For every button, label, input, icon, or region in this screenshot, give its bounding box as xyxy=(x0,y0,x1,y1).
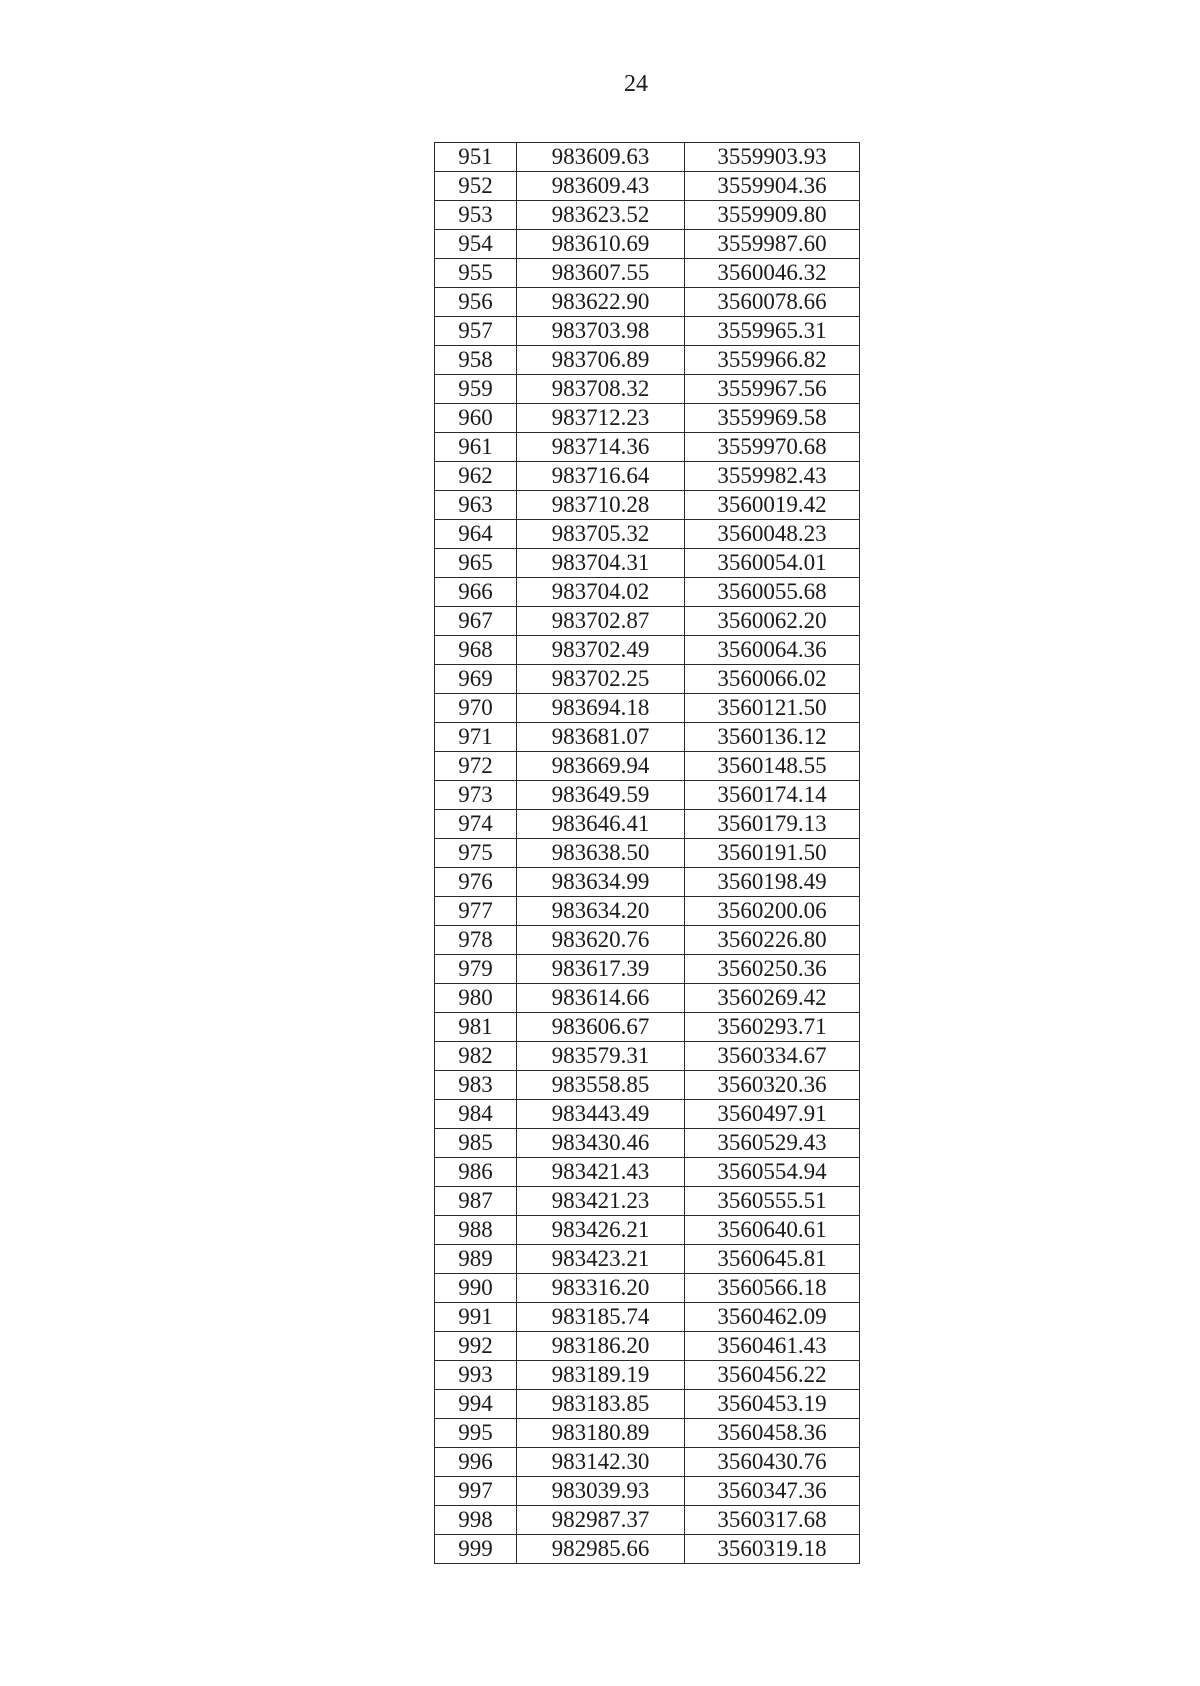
point-number-cell: 992 xyxy=(435,1332,517,1361)
point-number-cell: 955 xyxy=(435,259,517,288)
table-row xyxy=(435,404,860,433)
y-coordinate-cell: 3560048.23 xyxy=(685,520,860,549)
y-coordinate-cell: 3560136.12 xyxy=(685,723,860,752)
point-number-cell: 987 xyxy=(435,1187,517,1216)
y-coordinate-cell: 3560334.67 xyxy=(685,1042,860,1071)
table-row xyxy=(435,810,860,839)
table-row xyxy=(435,1187,860,1216)
y-coordinate-cell: 3559966.82 xyxy=(685,346,860,375)
point-number-cell: 988 xyxy=(435,1216,517,1245)
y-coordinate-cell: 3560554.94 xyxy=(685,1158,860,1187)
coordinates-table-body xyxy=(435,143,860,1564)
point-number-cell: 989 xyxy=(435,1245,517,1274)
point-number-cell: 961 xyxy=(435,433,517,462)
table-row xyxy=(435,1303,860,1332)
x-coordinate-cell: 983423.21 xyxy=(517,1245,685,1274)
y-coordinate-cell: 3560174.14 xyxy=(685,781,860,810)
point-number-cell: 976 xyxy=(435,868,517,897)
x-coordinate-cell: 983579.31 xyxy=(517,1042,685,1071)
point-number-cell: 978 xyxy=(435,926,517,955)
x-coordinate-cell: 983703.98 xyxy=(517,317,685,346)
table-row xyxy=(435,636,860,665)
table-row xyxy=(435,1245,860,1274)
point-number-cell: 998 xyxy=(435,1506,517,1535)
table-row xyxy=(435,1390,860,1419)
point-number-cell: 952 xyxy=(435,172,517,201)
x-coordinate-cell: 983606.67 xyxy=(517,1013,685,1042)
table-row xyxy=(435,288,860,317)
table-row xyxy=(435,1216,860,1245)
y-coordinate-cell: 3560226.80 xyxy=(685,926,860,955)
table-row xyxy=(435,1477,860,1506)
y-coordinate-cell: 3560019.42 xyxy=(685,491,860,520)
point-number-cell: 983 xyxy=(435,1071,517,1100)
point-number-cell: 959 xyxy=(435,375,517,404)
x-coordinate-cell: 982987.37 xyxy=(517,1506,685,1535)
y-coordinate-cell: 3560179.13 xyxy=(685,810,860,839)
x-coordinate-cell: 983609.63 xyxy=(517,143,685,172)
x-coordinate-cell: 983681.07 xyxy=(517,723,685,752)
x-coordinate-cell: 982985.66 xyxy=(517,1535,685,1564)
point-number-cell: 965 xyxy=(435,549,517,578)
y-coordinate-cell: 3560497.91 xyxy=(685,1100,860,1129)
table-row xyxy=(435,1361,860,1390)
page-number: 24 xyxy=(624,71,648,97)
x-coordinate-cell: 983186.20 xyxy=(517,1332,685,1361)
table-row xyxy=(435,1129,860,1158)
point-number-cell: 951 xyxy=(435,143,517,172)
table-row xyxy=(435,984,860,1013)
point-number-cell: 958 xyxy=(435,346,517,375)
point-number-cell: 980 xyxy=(435,984,517,1013)
point-number-cell: 979 xyxy=(435,955,517,984)
y-coordinate-cell: 3560062.20 xyxy=(685,607,860,636)
x-coordinate-cell: 983714.36 xyxy=(517,433,685,462)
point-number-cell: 986 xyxy=(435,1158,517,1187)
x-coordinate-cell: 983614.66 xyxy=(517,984,685,1013)
point-number-cell: 990 xyxy=(435,1274,517,1303)
point-number-cell: 975 xyxy=(435,839,517,868)
x-coordinate-cell: 983610.69 xyxy=(517,230,685,259)
y-coordinate-cell: 3560046.32 xyxy=(685,259,860,288)
x-coordinate-cell: 983702.87 xyxy=(517,607,685,636)
point-number-cell: 982 xyxy=(435,1042,517,1071)
y-coordinate-cell: 3560453.19 xyxy=(685,1390,860,1419)
x-coordinate-cell: 983706.89 xyxy=(517,346,685,375)
point-number-cell: 999 xyxy=(435,1535,517,1564)
point-number-cell: 954 xyxy=(435,230,517,259)
x-coordinate-cell: 983607.55 xyxy=(517,259,685,288)
y-coordinate-cell: 3560054.01 xyxy=(685,549,860,578)
point-number-cell: 957 xyxy=(435,317,517,346)
point-number-cell: 973 xyxy=(435,781,517,810)
table-row xyxy=(435,578,860,607)
table-row xyxy=(435,752,860,781)
x-coordinate-cell: 983646.41 xyxy=(517,810,685,839)
table-row xyxy=(435,1013,860,1042)
y-coordinate-cell: 3559904.36 xyxy=(685,172,860,201)
y-coordinate-cell: 3560529.43 xyxy=(685,1129,860,1158)
table-row xyxy=(435,520,860,549)
point-number-cell: 964 xyxy=(435,520,517,549)
y-coordinate-cell: 3560269.42 xyxy=(685,984,860,1013)
table-row xyxy=(435,723,860,752)
table-row xyxy=(435,665,860,694)
x-coordinate-cell: 983638.50 xyxy=(517,839,685,868)
x-coordinate-cell: 983421.43 xyxy=(517,1158,685,1187)
y-coordinate-cell: 3560319.18 xyxy=(685,1535,860,1564)
table-row xyxy=(435,1506,860,1535)
y-coordinate-cell: 3560320.36 xyxy=(685,1071,860,1100)
y-coordinate-cell: 3560555.51 xyxy=(685,1187,860,1216)
point-number-cell: 974 xyxy=(435,810,517,839)
y-coordinate-cell: 3559969.58 xyxy=(685,404,860,433)
table-row xyxy=(435,491,860,520)
x-coordinate-cell: 983694.18 xyxy=(517,694,685,723)
y-coordinate-cell: 3559903.93 xyxy=(685,143,860,172)
table-row xyxy=(435,897,860,926)
point-number-cell: 971 xyxy=(435,723,517,752)
y-coordinate-cell: 3560121.50 xyxy=(685,694,860,723)
table-row xyxy=(435,346,860,375)
x-coordinate-cell: 983634.99 xyxy=(517,868,685,897)
y-coordinate-cell: 3560456.22 xyxy=(685,1361,860,1390)
table-row xyxy=(435,1332,860,1361)
table-row xyxy=(435,201,860,230)
point-number-cell: 995 xyxy=(435,1419,517,1448)
table-row xyxy=(435,375,860,404)
x-coordinate-cell: 983704.31 xyxy=(517,549,685,578)
y-coordinate-cell: 3560191.50 xyxy=(685,839,860,868)
y-coordinate-cell: 3560461.43 xyxy=(685,1332,860,1361)
x-coordinate-cell: 983558.85 xyxy=(517,1071,685,1100)
table-row xyxy=(435,1158,860,1187)
table-row xyxy=(435,955,860,984)
x-coordinate-cell: 983609.43 xyxy=(517,172,685,201)
table-row xyxy=(435,1535,860,1564)
coordinates-table xyxy=(434,142,860,1564)
table-row xyxy=(435,1448,860,1477)
table-row xyxy=(435,259,860,288)
x-coordinate-cell: 983426.21 xyxy=(517,1216,685,1245)
y-coordinate-cell: 3560148.55 xyxy=(685,752,860,781)
x-coordinate-cell: 983430.46 xyxy=(517,1129,685,1158)
x-coordinate-cell: 983183.85 xyxy=(517,1390,685,1419)
y-coordinate-cell: 3560250.36 xyxy=(685,955,860,984)
y-coordinate-cell: 3559909.80 xyxy=(685,201,860,230)
point-number-cell: 966 xyxy=(435,578,517,607)
point-number-cell: 969 xyxy=(435,665,517,694)
x-coordinate-cell: 983708.32 xyxy=(517,375,685,404)
point-number-cell: 981 xyxy=(435,1013,517,1042)
x-coordinate-cell: 983710.28 xyxy=(517,491,685,520)
point-number-cell: 970 xyxy=(435,694,517,723)
x-coordinate-cell: 983620.76 xyxy=(517,926,685,955)
table-row xyxy=(435,926,860,955)
point-number-cell: 953 xyxy=(435,201,517,230)
point-number-cell: 985 xyxy=(435,1129,517,1158)
table-row xyxy=(435,462,860,491)
y-coordinate-cell: 3560566.18 xyxy=(685,1274,860,1303)
y-coordinate-cell: 3560293.71 xyxy=(685,1013,860,1042)
x-coordinate-cell: 983623.52 xyxy=(517,201,685,230)
x-coordinate-cell: 983704.02 xyxy=(517,578,685,607)
x-coordinate-cell: 983705.32 xyxy=(517,520,685,549)
y-coordinate-cell: 3560640.61 xyxy=(685,1216,860,1245)
x-coordinate-cell: 983716.64 xyxy=(517,462,685,491)
point-number-cell: 972 xyxy=(435,752,517,781)
x-coordinate-cell: 983617.39 xyxy=(517,955,685,984)
table-row xyxy=(435,868,860,897)
x-coordinate-cell: 983039.93 xyxy=(517,1477,685,1506)
point-number-cell: 991 xyxy=(435,1303,517,1332)
table-row xyxy=(435,1100,860,1129)
point-number-cell: 956 xyxy=(435,288,517,317)
table-row xyxy=(435,1071,860,1100)
y-coordinate-cell: 3559982.43 xyxy=(685,462,860,491)
y-coordinate-cell: 3559967.56 xyxy=(685,375,860,404)
table-row xyxy=(435,172,860,201)
y-coordinate-cell: 3559970.68 xyxy=(685,433,860,462)
y-coordinate-cell: 3559987.60 xyxy=(685,230,860,259)
y-coordinate-cell: 3560055.68 xyxy=(685,578,860,607)
table-row xyxy=(435,607,860,636)
point-number-cell: 984 xyxy=(435,1100,517,1129)
x-coordinate-cell: 983634.20 xyxy=(517,897,685,926)
y-coordinate-cell: 3560066.02 xyxy=(685,665,860,694)
x-coordinate-cell: 983702.49 xyxy=(517,636,685,665)
y-coordinate-cell: 3559965.31 xyxy=(685,317,860,346)
y-coordinate-cell: 3560645.81 xyxy=(685,1245,860,1274)
point-number-cell: 967 xyxy=(435,607,517,636)
table-row xyxy=(435,1419,860,1448)
table-row xyxy=(435,781,860,810)
table-row xyxy=(435,839,860,868)
y-coordinate-cell: 3560347.36 xyxy=(685,1477,860,1506)
point-number-cell: 960 xyxy=(435,404,517,433)
point-number-cell: 997 xyxy=(435,1477,517,1506)
x-coordinate-cell: 983649.59 xyxy=(517,781,685,810)
table-row xyxy=(435,549,860,578)
y-coordinate-cell: 3560200.06 xyxy=(685,897,860,926)
y-coordinate-cell: 3560430.76 xyxy=(685,1448,860,1477)
point-number-cell: 996 xyxy=(435,1448,517,1477)
table-row xyxy=(435,143,860,172)
y-coordinate-cell: 3560317.68 xyxy=(685,1506,860,1535)
y-coordinate-cell: 3560462.09 xyxy=(685,1303,860,1332)
point-number-cell: 962 xyxy=(435,462,517,491)
x-coordinate-cell: 983669.94 xyxy=(517,752,685,781)
x-coordinate-cell: 983185.74 xyxy=(517,1303,685,1332)
x-coordinate-cell: 983142.30 xyxy=(517,1448,685,1477)
x-coordinate-cell: 983712.23 xyxy=(517,404,685,433)
x-coordinate-cell: 983180.89 xyxy=(517,1419,685,1448)
x-coordinate-cell: 983443.49 xyxy=(517,1100,685,1129)
table-row xyxy=(435,317,860,346)
x-coordinate-cell: 983316.20 xyxy=(517,1274,685,1303)
table-row xyxy=(435,433,860,462)
point-number-cell: 994 xyxy=(435,1390,517,1419)
point-number-cell: 963 xyxy=(435,491,517,520)
y-coordinate-cell: 3560064.36 xyxy=(685,636,860,665)
table-row xyxy=(435,1274,860,1303)
x-coordinate-cell: 983189.19 xyxy=(517,1361,685,1390)
table-row xyxy=(435,230,860,259)
y-coordinate-cell: 3560078.66 xyxy=(685,288,860,317)
point-number-cell: 993 xyxy=(435,1361,517,1390)
x-coordinate-cell: 983702.25 xyxy=(517,665,685,694)
table-row xyxy=(435,694,860,723)
point-number-cell: 977 xyxy=(435,897,517,926)
y-coordinate-cell: 3560198.49 xyxy=(685,868,860,897)
y-coordinate-cell: 3560458.36 xyxy=(685,1419,860,1448)
table-row xyxy=(435,1042,860,1071)
x-coordinate-cell: 983622.90 xyxy=(517,288,685,317)
x-coordinate-cell: 983421.23 xyxy=(517,1187,685,1216)
point-number-cell: 968 xyxy=(435,636,517,665)
